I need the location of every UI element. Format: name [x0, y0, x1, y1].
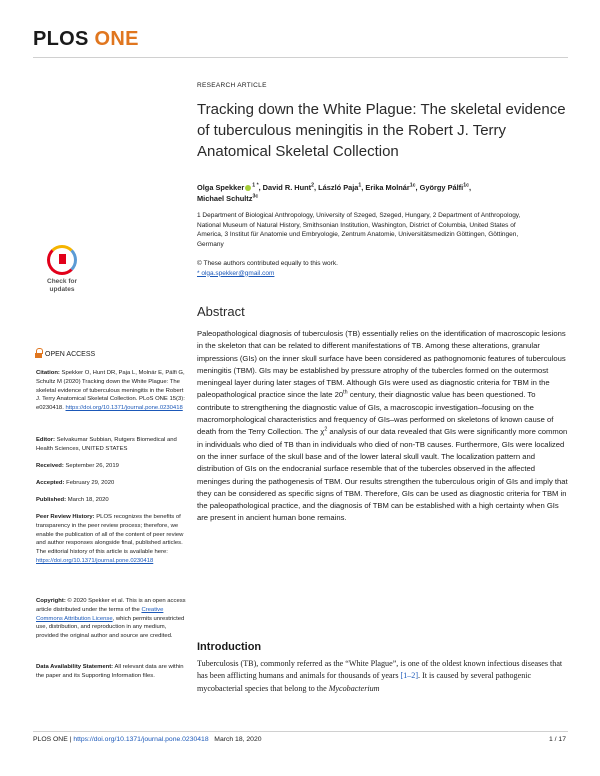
- badge-line-1: Check for: [47, 278, 77, 285]
- open-access-label: [36, 350, 186, 360]
- author-name[interactable]: Michael Schultz: [197, 194, 253, 203]
- accepted-label: Accepted:: [36, 480, 65, 486]
- editor-block: [36, 436, 186, 454]
- citation-text: Spekker O, Hunt DR, Paja L, Molnár E, Pálfi G, Schultz M (2020) Tracking down the White Plague: The skeletal evidence of tuberculous meningitis in the Robert J. Terry Anatomical Skeletal Collection. PLoS ONE 15(3): e0230418.: [36, 370, 185, 412]
- open-access-lock-icon: [36, 348, 43, 354]
- journal-logo: [33, 28, 139, 51]
- page-number: 1 / 17: [548, 736, 566, 743]
- footer-date: March 18, 2020: [214, 736, 262, 743]
- crossmark-icon: [47, 245, 77, 275]
- author-affil-marker: 1c: [463, 182, 469, 189]
- affiliations: 1 Department of Biological Anthropology, University of Szeged, Szeged, Hungary, 2 Department of Anthropology, National Museum of Natural History, Smithsonian Institution, Washington, District of Columbia, United States of America, 3 Institut für Anatomie und Embryologie, Zentrum Anatomie, Universitätsmedizin Göttingen, Göttingen, Germany: [197, 212, 521, 248]
- received-block: [36, 462, 186, 471]
- check-for-updates-badge[interactable]: [36, 245, 88, 303]
- introduction-heading: Introduction: [197, 641, 262, 653]
- author-name[interactable]: , Erika Molnár: [361, 183, 410, 192]
- reference-link[interactable]: [1–2]: [400, 671, 419, 681]
- header-divider: [33, 57, 568, 58]
- accepted-date: February 29, 2020: [66, 480, 115, 486]
- intro-text: . It is caused by several pathogenic mycobacterial species that belong to the: [197, 671, 532, 693]
- author-separator: ,: [468, 183, 472, 192]
- abstract-text: analysis of our data revealed that GIs were significantly more common in individuals who died of TB than in individuals who died of non-TB causes. Furthermore, GIs were localized on the inner surface of the skull base and of the lower lateral skull vault. The localization pattern and distribution of GIs on the endocranial surface resemble that of the tubercles observed in the affected meninges during the pathogenesis of TBM. Our results strengthen the tuberculous origin of GIs and imply that they can be considered as specific signs of TBM. Therefore, GIs can be used as diagnostic criteria for TBM in the paleopathological practice, and the diagnosis of TBM can be established with a high certainty when GIs are present in ancient human bone remains.: [197, 427, 568, 523]
- data-availability-text: All relevant data are within the paper and its Supporting Information files.: [36, 664, 184, 679]
- article-type: RESEARCH ARTICLE: [197, 82, 267, 89]
- abstract-text: century, their diagnostic value has been questioned. To contribute to strengthening the diagnostic value of GIs, a macroscopic investigation–focusing on the macromorphological characteristics and frequency of GIs–was performed on skeletons of known cause of death from the Terry Collection. The χ: [197, 390, 554, 437]
- citation-block: [36, 369, 186, 413]
- copyright-text-end: , which permits unrestricted use, distribution, and reproduction in any medium, provided the original author and source are credited.: [36, 615, 185, 640]
- published-block: [36, 496, 186, 505]
- author-name[interactable]: , László Paja: [314, 183, 359, 192]
- article-title: Tracking down the White Plague: The skeletal evidence of tuberculous meningitis in the Robert J. Terry Anatomical Skeletal Collection: [197, 101, 566, 160]
- superscript: th: [343, 389, 348, 396]
- intro-italic-text: Mycobacterium: [328, 683, 380, 693]
- copyright-block: [36, 597, 186, 641]
- logo-plos: PLOS: [33, 28, 89, 50]
- copyright-text: © 2020 Spekker et al. This is an open access article distributed under the terms of the: [36, 598, 186, 613]
- superscript: 2: [324, 426, 328, 433]
- abstract-body: [197, 328, 570, 525]
- footer-journal: PLOS ONE: [33, 736, 68, 743]
- author-affil-marker: 1 *: [252, 182, 259, 189]
- peer-review-text: PLOS recognizes the benefits of transparency in the peer review process; therefore, we enable the publication of all of the content of peer review and author responses alongside final, published articles. The editorial history of this article is available here:: [36, 514, 184, 556]
- published-date: March 18, 2020: [67, 497, 109, 503]
- footer-doi-link[interactable]: https://doi.org/10.1371/journal.pone.0230418: [73, 736, 209, 743]
- badge-line-2: updates: [49, 286, 75, 293]
- published-label: Published:: [36, 497, 67, 503]
- license-link[interactable]: Creative Commons Attribution License: [36, 606, 164, 622]
- author-name[interactable]: , David R. Hunt: [258, 183, 312, 192]
- logo-one: ONE: [94, 28, 139, 50]
- peer-review-doi-link[interactable]: https://doi.org/10.1371/journal.pone.0230418: [36, 557, 154, 564]
- editor-text: Selvakumar Subbian, Rutgers Biomedical and Health Sciences, UNITED STATES: [36, 437, 177, 452]
- data-availability-block: [36, 663, 186, 681]
- footer-divider: [33, 731, 568, 732]
- corresponding-email[interactable]: * olga.spekker@gmail.com: [197, 269, 275, 277]
- author-affil-marker: 3c: [252, 193, 259, 200]
- peer-review-label: Peer Review History:: [36, 514, 95, 520]
- author-name[interactable]: Olga Spekker: [197, 183, 245, 192]
- page-footer: [33, 736, 262, 743]
- received-date: September 26, 2019: [65, 463, 119, 469]
- citation-label: Citation:: [36, 370, 60, 376]
- equal-contribution-note: © These authors contributed equally to this work.: [197, 260, 338, 267]
- orcid-icon[interactable]: [245, 185, 251, 191]
- author-name[interactable]: , György Pálfi: [415, 183, 464, 192]
- author-notes: [197, 259, 537, 278]
- accepted-block: [36, 479, 186, 488]
- abstract-heading: Abstract: [197, 304, 245, 319]
- peer-review-block: [36, 513, 186, 566]
- received-label: Received:: [36, 463, 64, 469]
- abstract-text: Paleopathological diagnosis of tuberculosis (TB) essentially relies on the identification of macroscopic lesions in the skeleton that can be related to different manifestations of TB. Among these alterations, granular impressions (GIs) on the inner skull surface have been considered as pathognomonic features of tuberculous meningitis (TBM). GIs may be established by pressure atrophy of the tubercles formed on the outermost meningeal layer during later stages of TBM. Although GIs were used as diagnostic criteria for TBM in the paleopathological practice since the late 20: [197, 329, 566, 400]
- author-affil-marker: 2: [311, 182, 315, 189]
- footer-separator: |: [67, 736, 74, 743]
- author-list: [197, 182, 577, 204]
- data-availability-label: Data Availability Statement:: [36, 664, 114, 670]
- citation-doi-link[interactable]: https://doi.org/10.1371/journal.pone.0230418: [65, 405, 183, 412]
- open-access-text: OPEN ACCESS: [45, 351, 96, 358]
- copyright-label: Copyright:: [36, 598, 66, 604]
- editor-label: Editor:: [36, 437, 55, 443]
- intro-text: Tuberculosis (TB), commonly referred as the “White Plague”, is one of the oldest known infectious diseases that has been afflicting humans and animals for thousands of years: [197, 659, 563, 681]
- author-affil-marker: 1c: [409, 182, 416, 189]
- introduction-body: [197, 658, 570, 695]
- author-affil-marker: 1: [358, 182, 362, 189]
